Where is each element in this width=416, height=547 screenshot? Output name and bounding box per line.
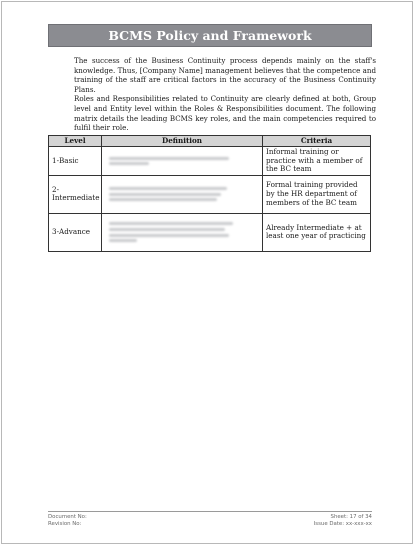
table-header-row — [49, 136, 371, 147]
page-title: BCMS Policy and Framework — [48, 24, 372, 47]
redacted-line — [109, 198, 217, 201]
issue-date: Issue Date: xx-xxx-xx — [313, 521, 372, 527]
definition-cell-redacted — [102, 147, 263, 176]
definition-cell-redacted — [102, 213, 263, 251]
criteria-cell: Informal training or practice with a member of the BC team — [263, 147, 371, 176]
footer-right — [314, 514, 372, 528]
redacted-line — [109, 228, 225, 231]
level-cell: 3-Advance — [49, 213, 102, 251]
redacted-line — [109, 234, 229, 237]
document-number-label: Document No: — [48, 514, 87, 520]
intro-text — [74, 56, 376, 133]
table-row — [49, 175, 371, 213]
competency-matrix-table — [48, 135, 371, 252]
sheet-number: Sheet: 17 of 34 — [330, 514, 372, 520]
level-cell: 2-Intermediate — [49, 175, 102, 213]
redacted-line — [109, 157, 229, 160]
criteria-cell: Already Intermediate + at least one year of practicing — [263, 213, 371, 251]
header-criteria: Criteria — [263, 136, 371, 147]
intro-paragraph-2: Roles and Responsibilities related to Continuity are clearly defined at both, Group level and Entity level within the Roles & Responsibilities document. The following matrix details the leading BCMS key roles, and the main competencies required to fulfil their role. — [74, 94, 376, 133]
footer-divider — [48, 511, 372, 512]
revision-number-label: Revision No: — [48, 521, 82, 527]
table-row — [49, 213, 371, 251]
footer-left — [48, 514, 87, 528]
redacted-line — [109, 222, 233, 225]
criteria-cell: Formal training provided by the HR department of members of the BC team — [263, 175, 371, 213]
header-level: Level — [49, 136, 102, 147]
redacted-line — [109, 193, 221, 196]
redacted-line — [109, 162, 149, 165]
definition-cell-redacted — [102, 175, 263, 213]
level-cell: 1-Basic — [49, 147, 102, 176]
redacted-line — [109, 239, 137, 242]
intro-paragraph-1: The success of the Business Continuity process depends mainly on the staff's knowledge. Thus, [Company Name] management believes that the competence and training of the staff are critical factors in the accuracy of the Business Continuity Plans. — [74, 56, 376, 94]
header-definition: Definition — [102, 136, 263, 147]
table-row — [49, 147, 371, 176]
redacted-line — [109, 187, 227, 190]
